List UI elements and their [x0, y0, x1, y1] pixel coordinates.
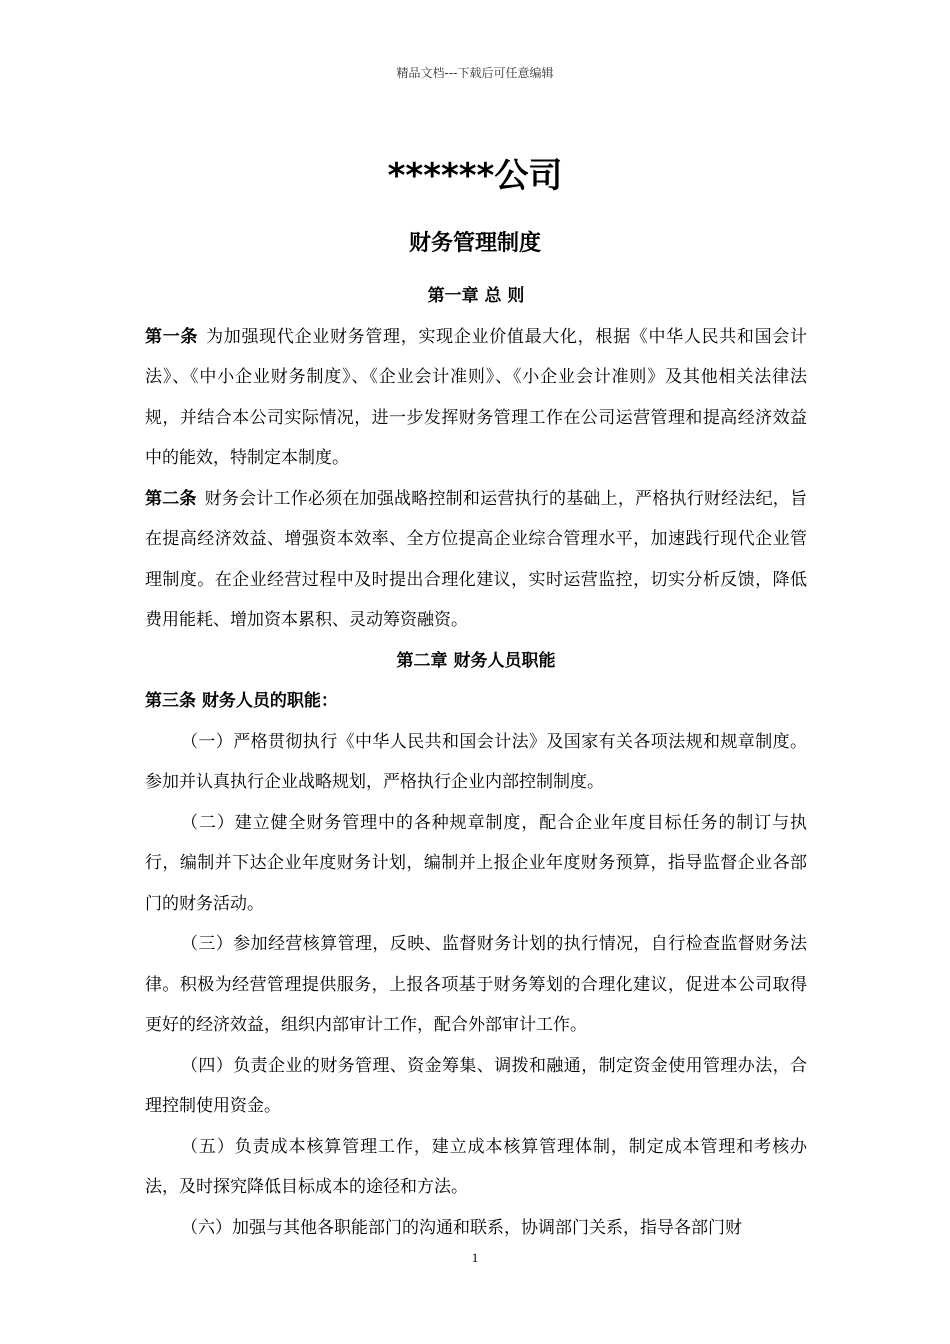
article-1: [145, 317, 807, 479]
article-3-item-5: （五）负责成本核算管理工作，建立成本核算管理体制，制定成本管理和考核办法，及时探究降低目标成本的途径和方法。: [145, 1136, 807, 1197]
article-3-heading: 第三条 财务人员的职能：: [145, 691, 338, 711]
article-2-text: 财务会计工作必须在加强战略控制和运营执行的基础上，严格执行财经法纪，旨在提高经济效益、增强资本效率、全方位提高企业综合管理水平，加速践行现代企业管理制度。在企业经营过程中及时提出合理化建议，实时运营监控，切实分析反馈，降低费用能耗、增加资本累积、灵动筹资融资。: [145, 488, 808, 630]
article-3-item-4: （四）负责企业的财务管理、资金筹集、调拨和融通，制定资金使用管理办法，合理控制使用资金。: [145, 1055, 807, 1116]
page-number: 1: [471, 1250, 479, 1265]
article-3-item-6: （六）加强与其他各职能部门的沟通和联系，协调部门关系，指导各部门财: [181, 1217, 742, 1238]
page-header: 精品文档---下载后可任意编辑: [396, 66, 554, 80]
chapter-2-title: 第二章 财务人员职能: [396, 650, 556, 671]
article-1-text: 为加强现代企业财务管理，实现企业价值最大化，根据《中华人民共和国会计法》、《中小企业财务制度》、《企业会计准则》、《小企业会计准则》及其他相关法律法规，并结合本公司实际情况，进一步发挥财务管理工作在公司运营管理和提高经济效益中的能效，特制定本制度。: [145, 326, 808, 468]
article-3-item-3: （三）参加经营核算管理，反映、监督财务计划的执行情况，自行检查监督财务法律。积极为经营管理提供服务，上报各项基于财务筹划的合理化建议，促进本公司取得更好的经济效益，组织内部审计工作，配合外部审计工作。: [145, 934, 807, 1035]
article-2-label: 第二条: [145, 488, 197, 509]
chapter-1-title: 第一章 总 则: [427, 286, 525, 306]
company-title: ******公司: [387, 156, 563, 196]
article-2: [145, 479, 807, 641]
article-3-item-1: （一）严格贯彻执行《中华人民共和国会计法》及国家有关各项法规和规章制度。参加并认真执行企业战略规划，严格执行企业内部控制制度。: [145, 731, 807, 792]
article-3-item-2: （二）建立健全财务管理中的各种规章制度，配合企业年度目标任务的制订与执行，编制并下达企业年度财务计划，编制并上报企业年度财务预算，指导监督企业各部门的财务活动。: [145, 812, 807, 914]
document-title: 财务管理制度: [408, 231, 541, 256]
article-1-label: 第一条: [145, 326, 199, 347]
document-body: [145, 276, 807, 1248]
